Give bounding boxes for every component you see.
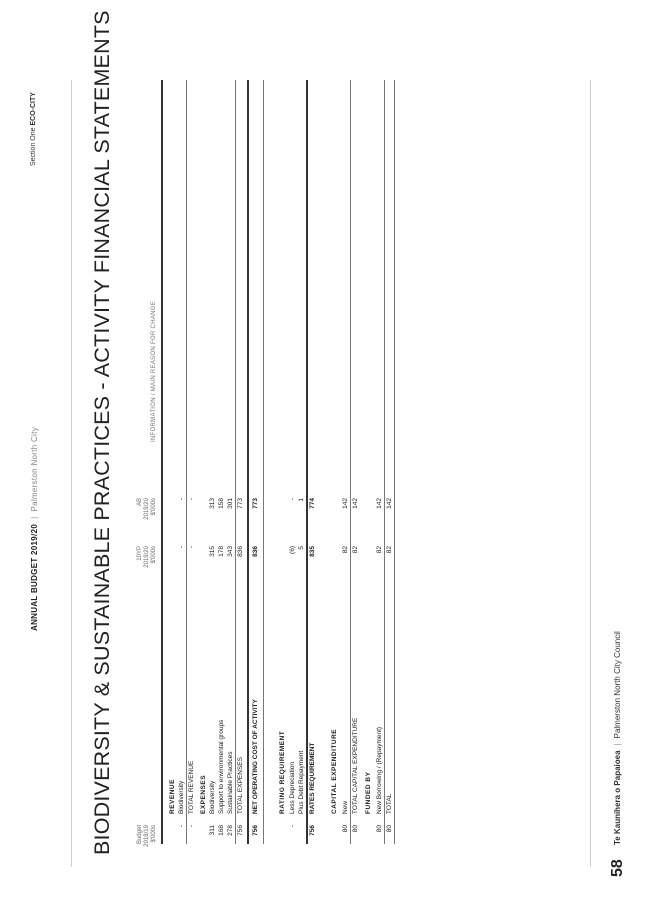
cell-budget: - xyxy=(178,825,185,828)
row-label: Biodiversity xyxy=(178,780,185,814)
table-row xyxy=(288,80,297,844)
table-row xyxy=(341,80,350,844)
section-prefix: Section One xyxy=(30,127,37,166)
row-label: Plus Debt Repayment xyxy=(298,750,305,814)
row-rule xyxy=(263,80,264,844)
table-row xyxy=(177,80,186,844)
cell-ab: 1 xyxy=(298,498,305,502)
footer-text xyxy=(613,631,622,845)
cell-budget: 311 xyxy=(209,825,216,836)
running-header xyxy=(30,427,39,631)
col-header-line: Budget xyxy=(137,825,143,845)
cell-ab: 142 xyxy=(352,498,359,509)
col-header-line: 10YP xyxy=(137,546,143,561)
cell-ab: - xyxy=(289,498,296,501)
section-heading: RATING REQUIREMENT xyxy=(279,730,286,814)
cell-10yp: - xyxy=(188,546,195,549)
header-separator: | xyxy=(30,516,39,519)
cell-budget: 756 xyxy=(252,825,259,836)
cell-10yp: (6) xyxy=(289,546,296,554)
cell-10yp: 178 xyxy=(218,546,225,557)
col-header-line: AB xyxy=(137,498,143,507)
table-row xyxy=(385,80,394,844)
table-row xyxy=(168,80,177,844)
table-row xyxy=(187,80,196,844)
cell-ab: 773 xyxy=(252,498,259,509)
cell-10yp: - xyxy=(178,546,185,549)
cell-budget: - xyxy=(289,825,296,828)
header-divider xyxy=(71,80,72,867)
table-bottom-rule xyxy=(394,80,395,844)
table-row xyxy=(330,80,339,844)
cell-10yp: 82 xyxy=(386,546,393,554)
row-label: Sustainable Practices xyxy=(227,751,234,814)
cell-ab: 158 xyxy=(218,498,225,509)
col-header-line: 2019/20 xyxy=(144,498,150,520)
cell-ab: 142 xyxy=(376,498,383,509)
cell-ab: 301 xyxy=(227,498,234,509)
cell-10yp: 836 xyxy=(237,546,244,557)
table-row xyxy=(199,80,208,844)
row-label: NET OPERATING COST OF ACTIVITY xyxy=(252,699,259,814)
cell-ab: 773 xyxy=(237,498,244,509)
col-header-line: 2019/20 xyxy=(144,546,150,568)
row-label: Biodiversity xyxy=(209,780,216,814)
row-label: RATES REQUIREMENT xyxy=(309,742,316,814)
cell-10yp: 835 xyxy=(309,546,316,557)
section-label xyxy=(30,92,37,166)
cell-ab: - xyxy=(188,498,195,501)
row-label: New xyxy=(342,800,349,814)
table-row xyxy=(308,80,317,844)
cell-10yp: 82 xyxy=(376,546,383,554)
table-row xyxy=(278,80,287,844)
table-row xyxy=(375,80,384,844)
cell-ab: 142 xyxy=(386,498,393,509)
table-row xyxy=(236,80,245,844)
cell-ab: 774 xyxy=(309,498,316,509)
cell-budget: 80 xyxy=(376,825,383,833)
cell-10yp: 5 xyxy=(298,546,305,550)
footer-divider xyxy=(590,80,591,867)
cell-ab: - xyxy=(178,498,185,501)
header-org: Palmerston North City xyxy=(30,426,39,512)
row-label: Support to environmental groups xyxy=(218,719,225,814)
cell-budget: 756 xyxy=(237,825,244,836)
cell-10yp: 343 xyxy=(227,546,234,557)
table-row xyxy=(297,80,306,844)
table-row xyxy=(226,80,235,844)
section-heading: CAPITAL EXPENDITURE xyxy=(331,728,338,814)
section-name: ECO-CITY xyxy=(30,92,37,126)
table-row xyxy=(364,80,373,844)
col-header-ab xyxy=(137,498,158,538)
cell-10yp: 82 xyxy=(352,546,359,554)
table-row xyxy=(351,80,360,844)
page-number: 58 xyxy=(609,859,626,877)
table-row xyxy=(251,80,260,844)
page-title: BIODIVERSITY & SUSTAINABLE PRACTICES - ACTIVITY FINANCIAL STATEMENTS xyxy=(90,10,114,855)
row-label: New Borrowing / (Repayment) xyxy=(376,726,383,814)
col-header-line: 2018/19 xyxy=(144,825,150,847)
cell-10yp: 836 xyxy=(252,546,259,557)
section-heading: EXPENSES xyxy=(200,774,207,814)
row-label: TOTAL EXPENSES xyxy=(237,757,244,814)
info-header: INFORMATION / MAIN REASON FOR CHANGE xyxy=(151,300,157,442)
table-top-rule xyxy=(161,80,163,844)
cell-budget: 278 xyxy=(227,825,234,836)
cell-budget: 756 xyxy=(309,825,316,836)
footer-separator: | xyxy=(613,743,622,746)
row-label: Less Depreciation xyxy=(289,761,296,814)
cell-ab: 313 xyxy=(209,498,216,509)
header-doc-title: ANNUAL BUDGET 2019/20 xyxy=(30,523,39,631)
table-row xyxy=(208,80,217,844)
col-header-line: $'000s xyxy=(151,825,157,843)
col-header-budget xyxy=(137,825,158,865)
cell-budget: - xyxy=(188,825,195,828)
row-label: TOTAL xyxy=(386,793,393,814)
row-label: TOTAL REVENUE xyxy=(188,760,195,814)
col-header-10yp xyxy=(137,546,158,586)
cell-10yp: 82 xyxy=(342,546,349,554)
cell-budget: 80 xyxy=(386,825,393,833)
footer-org-maori: Te Kaunihera o Papaioea xyxy=(613,750,622,845)
cell-budget: 168 xyxy=(218,825,225,836)
footer-org: Palmerston North City Council xyxy=(613,631,622,739)
cell-budget: 80 xyxy=(352,825,359,833)
table-row xyxy=(217,80,226,844)
cell-ab: 142 xyxy=(342,498,349,509)
col-header-line: $'000s xyxy=(151,498,157,516)
col-header-line: $'000s xyxy=(151,546,157,564)
cell-10yp: 315 xyxy=(209,546,216,557)
row-label: TOTAL CAPITAL EXPENDITURE xyxy=(352,717,359,814)
row-rule xyxy=(247,80,249,844)
cell-budget: 80 xyxy=(342,825,349,833)
section-heading: REVENUE xyxy=(169,779,176,814)
section-heading: FUNDED BY xyxy=(365,771,372,814)
